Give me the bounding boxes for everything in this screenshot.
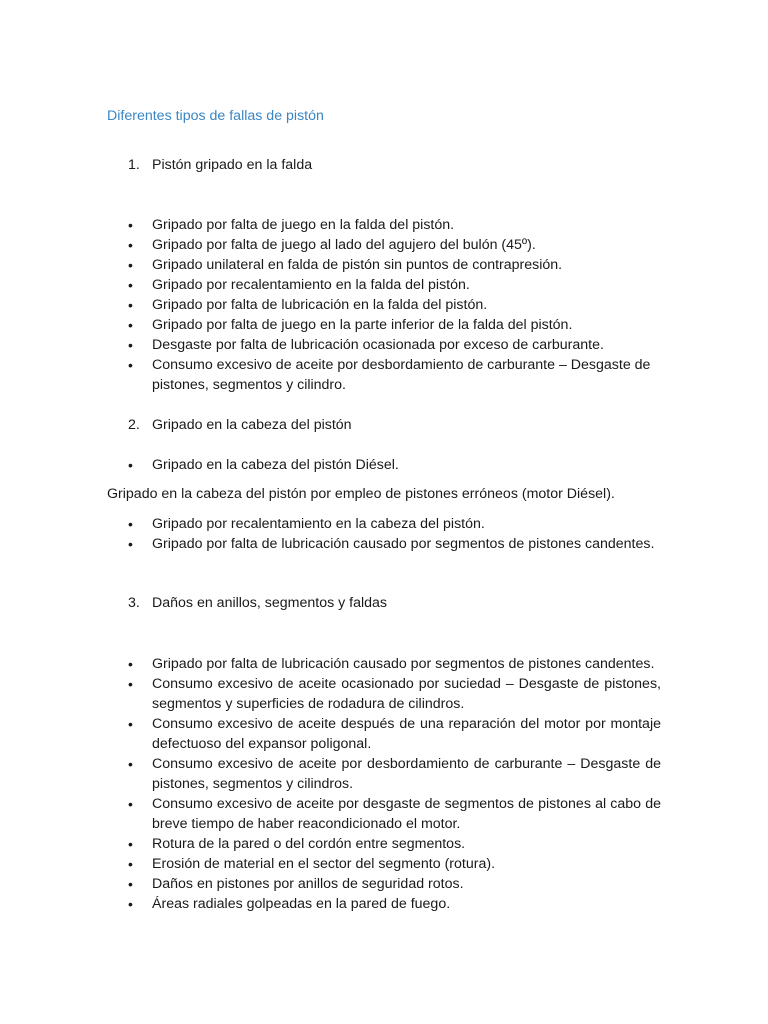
list-item: • Gripado por falta de juego al lado del agujero del bulón (45º). [128,237,536,253]
bullet-icon: • [128,676,133,692]
section-2-list-a [128,455,661,475]
section-1-label: Pistón gripado en la falda [152,157,313,173]
section-1-list [128,215,661,395]
bullet-icon: • [128,277,133,293]
bullet-icon: • [128,237,133,253]
section-2-number: 2. [128,417,140,433]
bullet-icon: • [128,337,133,353]
bullet-icon: • [128,896,133,912]
list-item: • Gripado unilateral en falda de pistón sin puntos de contrapresión. [128,257,563,273]
list-item: • Consumo excesivo de aceite por desbordamiento de carburante – Desgaste de pistones, segmentos y cilindros. [128,756,661,792]
list-item: • Gripado por falta de lubricación en la falda del pistón. [128,297,488,313]
document-heading: Diferentes tipos de fallas de pistón [107,108,324,124]
list-item: • Desgaste por falta de lubricación ocasionada por exceso de carburante. [128,337,604,353]
list-item: • Consumo excesivo de aceite ocasionado por suciedad – Desgaste de pistones, segmentos y superficies de rodadura de cilindros. [128,676,661,712]
list-item: • Gripado por falta de lubricación causado por segmentos de pistones candentes. [128,656,655,672]
list-item: • Rotura de la pared o del cordón entre segmentos. [128,836,466,852]
bullet-icon: • [128,257,133,273]
list-item: • Gripado en la cabeza del pistón Diésel. [128,457,399,473]
bullet-icon: • [128,217,133,233]
section-1-title [128,155,668,175]
bullet-icon: • [128,297,133,313]
bullet-icon: • [128,876,133,892]
bullet-icon: • [128,856,133,872]
list-item: • Consumo excesivo de aceite por desbordamiento de carburante – Desgaste de pistones, segmentos y cilindro. [128,357,651,393]
section-1-number: 1. [128,157,140,173]
list-item: • Erosión de material en el sector del segmento (rotura). [128,856,496,872]
list-item: • Consumo excesivo de aceite después de una reparación del motor por montaje defectuoso del expansor poligonal. [128,716,661,752]
list-item: • Áreas radiales golpeadas en la pared de fuego. [128,896,451,912]
list-item: • Gripado por falta de juego en la parte inferior de la falda del pistón. [128,317,573,333]
bullet-icon: • [128,796,133,812]
bullet-icon: • [128,756,133,772]
bullet-icon: • [128,536,133,552]
bullet-icon: • [128,516,133,532]
section-3-number: 3. [128,595,140,611]
section-3-label: Daños en anillos, segmentos y faldas [152,595,388,611]
list-item: • Gripado por falta de lubricación causado por segmentos de pistones candentes. [128,536,655,552]
list-item: • Gripado por recalentamiento en la cabeza del pistón. [128,516,485,532]
list-item: • Gripado por falta de juego en la falda del pistón. [128,217,455,233]
bullet-icon: • [128,457,133,473]
bullet-icon: • [128,716,133,732]
list-item: • Consumo excesivo de aceite por desgaste de segmentos de pistones al cabo de breve tiempo de haber reacondicionado el motor. [128,796,661,832]
section-2-paragraph: Gripado en la cabeza del pistón por empleo de pistones erróneos (motor Diésel). [107,486,615,502]
section-3-title [128,593,668,613]
section-2-list-b [128,514,661,554]
bullet-icon: • [128,357,133,373]
list-item: • Daños en pistones por anillos de seguridad rotos. [128,876,464,892]
section-2-title [128,415,668,435]
list-item: • Gripado por recalentamiento en la falda del pistón. [128,277,470,293]
bullet-icon: • [128,836,133,852]
section-3-list [128,654,661,914]
bullet-icon: • [128,317,133,333]
section-2-label: Gripado en la cabeza del pistón [152,417,352,433]
bullet-icon: • [128,656,133,672]
